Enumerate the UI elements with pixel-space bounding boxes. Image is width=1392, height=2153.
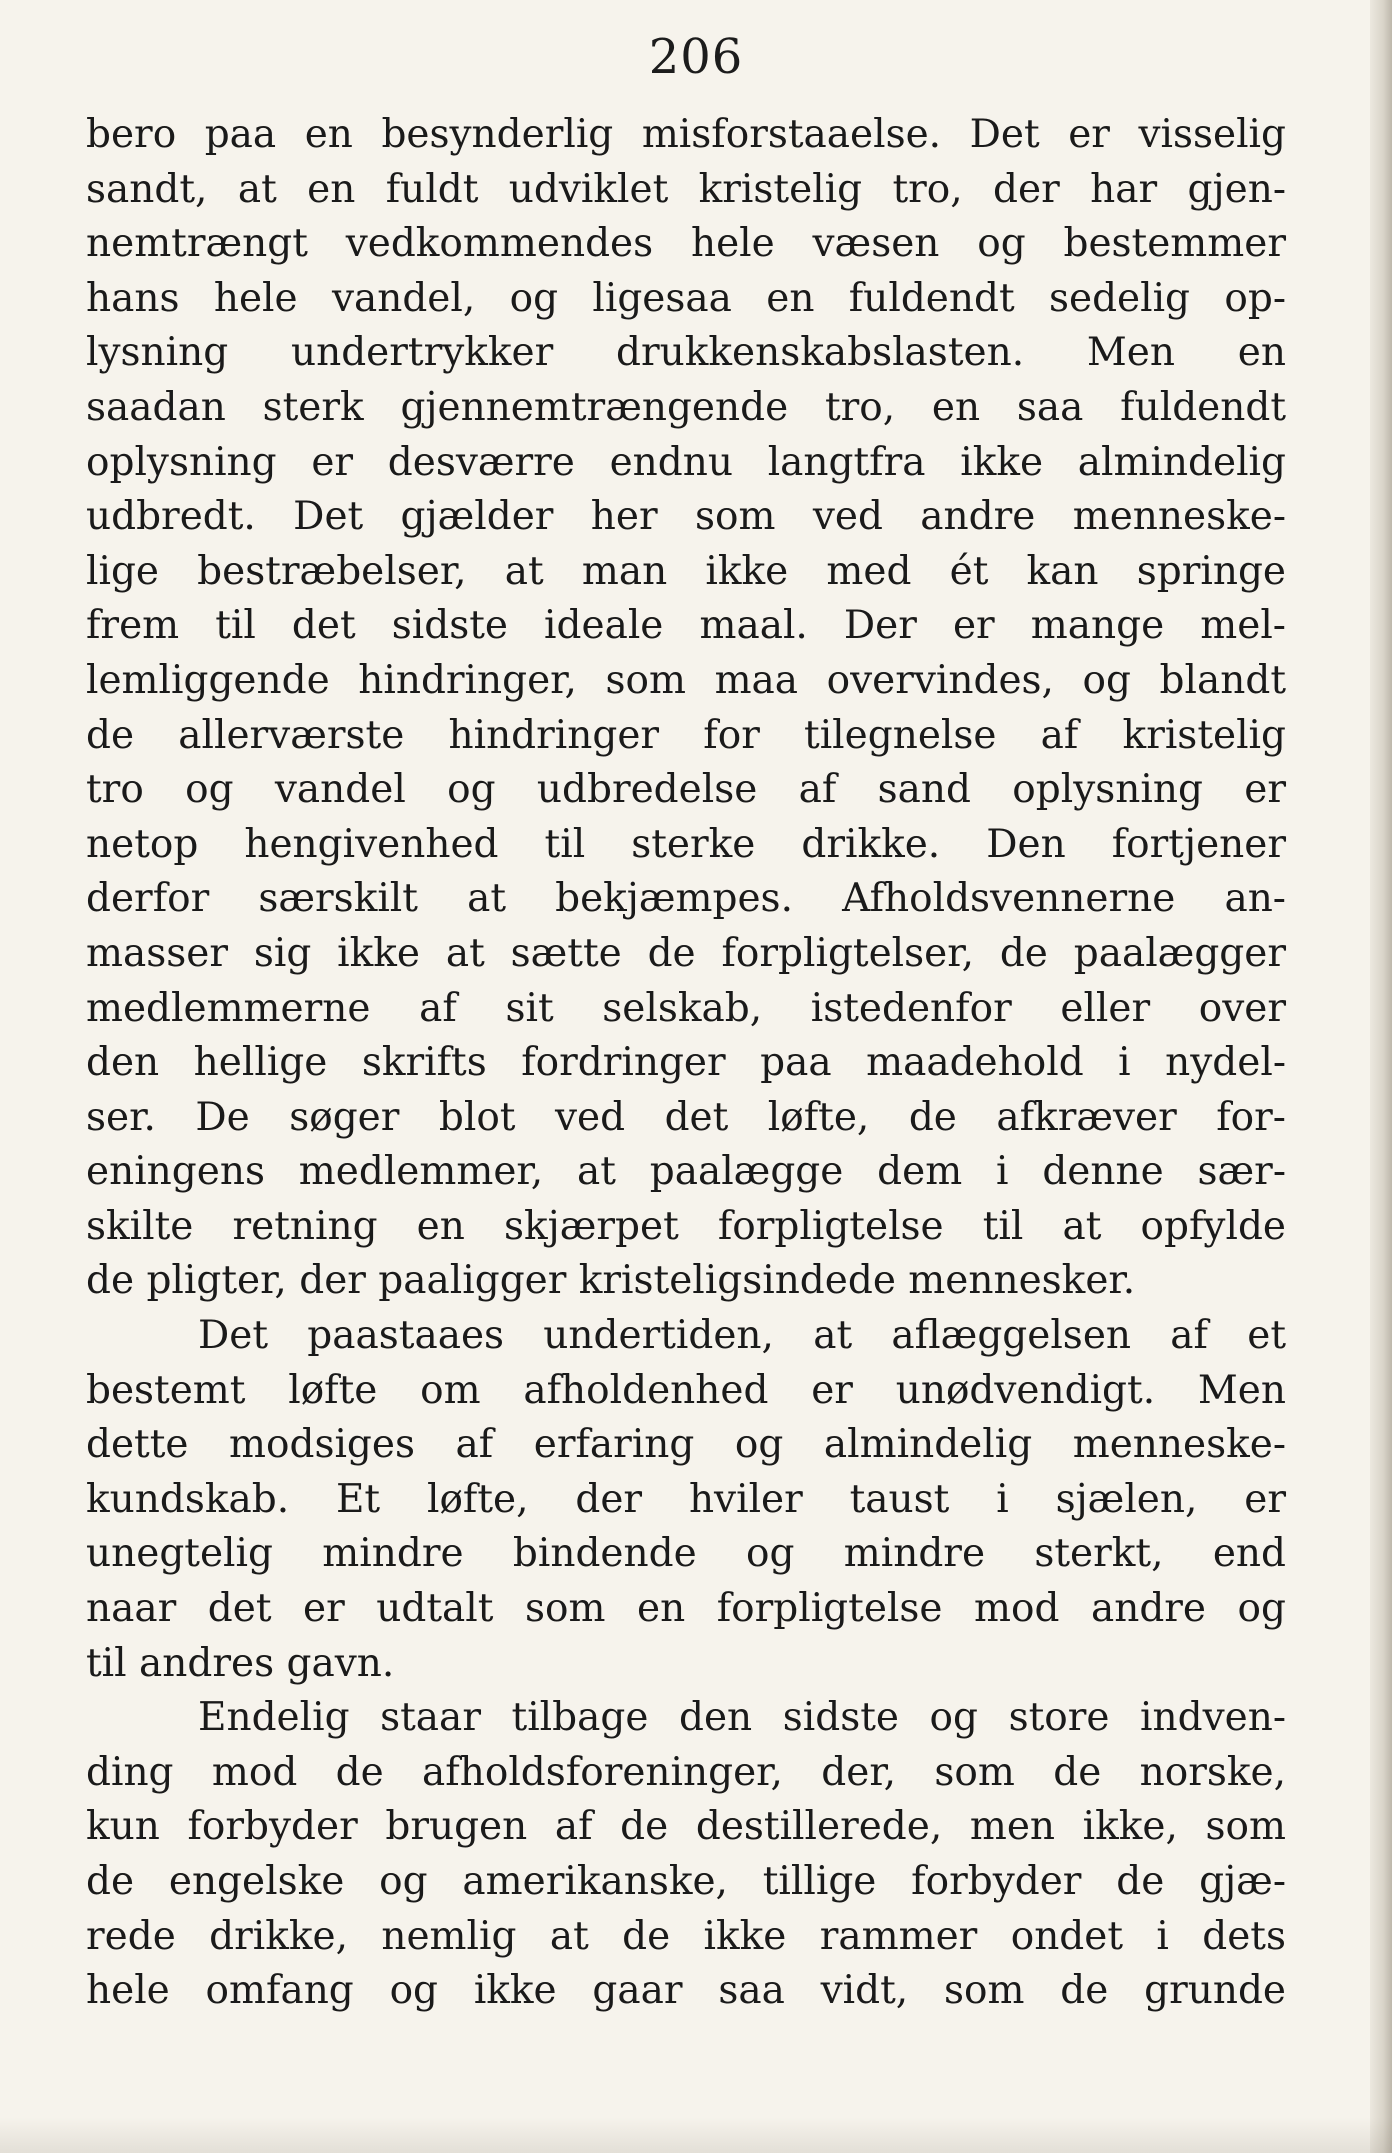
text-line: dette modsiges af erfaring og almindelig menneske-	[86, 1422, 1286, 1468]
text-line: medlemmerne af sit selskab, istedenfor eller over	[86, 985, 1286, 1031]
text-line: naar det er udtalt som en forpligtelse mod andre og	[86, 1586, 1286, 1632]
text-line: de engelske og amerikanske, tillige forbyder de gjæ-	[86, 1859, 1286, 1904]
text-line: saadan sterk gjennemtrængende tro, en saa fuldendt	[86, 384, 1286, 430]
text-line: derfor særskilt at bekjæmpes. Afholdsvennerne an-	[86, 876, 1286, 922]
page-number: 206	[648, 29, 744, 85]
paragraph	[86, 1309, 1286, 1691]
text-line: nemtrængt vedkommendes hele væsen og bestemmer	[86, 221, 1286, 267]
body-text	[86, 108, 1286, 2019]
text-line: kundskab. Et løfte, der hviler taust i sjælen, er	[86, 1476, 1286, 1522]
text-line: hele omfang og ikke gaar saa vidt, som de grunde	[86, 1968, 1286, 2014]
text-line: skilte retning en skjærpet forpligtelse til at opfylde	[86, 1203, 1286, 1249]
page-bottom-shadow	[0, 2117, 1392, 2153]
text-line: ding mod de afholdsforeninger, der, som de norske,	[86, 1749, 1286, 1795]
text-line: lige bestræbelser, at man ikke med ét kan springe	[86, 548, 1286, 594]
text-line: lemliggende hindringer, som maa overvindes, og blandt	[86, 657, 1286, 703]
text-line: bestemt løfte om afholdenhed er unødvendigt. Men	[86, 1367, 1286, 1413]
text-line: frem til det sidste ideale maal. Der er mange mel-	[86, 603, 1286, 649]
text-line: udbredt. Det gjælder her som ved andre menneske-	[86, 494, 1286, 540]
text-line: Endelig staar tilbage den sidste og store indven-	[198, 1695, 1286, 1741]
text-line: rede drikke, nemlig at de ikke rammer ondet i dets	[86, 1913, 1286, 1959]
text-line: sandt, at en fuldt udviklet kristelig tro, der har gjen-	[86, 166, 1286, 212]
text-line: ser. De søger blot ved det løfte, de afkræver for-	[86, 1094, 1286, 1140]
text-line: eningens medlemmer, at paalægge dem i denne sær-	[86, 1149, 1286, 1195]
text-line: hans hele vandel, og ligesaa en fuldendt sedelig op-	[86, 275, 1286, 321]
text-line: netop hengivenhed til sterke drikke. Den fortjener	[86, 821, 1286, 867]
text-line: tro og vandel og udbredelse af sand oplysning er	[86, 767, 1286, 813]
paragraph	[86, 1691, 1286, 2019]
page-edge	[1370, 0, 1392, 2153]
paragraph	[86, 108, 1286, 1309]
text-line: unegtelig mindre bindende og mindre sterkt, end	[86, 1531, 1286, 1577]
text-line: de pligter, der paaligger kristeligsindede mennesker.	[86, 1258, 1136, 1304]
text-line: kun forbyder brugen af de destillerede, men ikke, som	[86, 1804, 1286, 1850]
text-line: masser sig ikke at sætte de forpligtelser, de paalægger	[86, 930, 1286, 976]
text-line: den hellige skrifts fordringer paa maadehold i nydel-	[86, 1040, 1286, 1086]
text-line: de allerværste hindringer for tilegnelse af kristelig	[86, 712, 1286, 758]
text-line: lysning undertrykker drukkenskabslasten. Men en	[86, 330, 1286, 376]
text-line: Det paastaaes undertiden, at aflæggelsen af et	[198, 1313, 1286, 1359]
text-line: oplysning er desværre endnu langtfra ikke almindelig	[86, 439, 1286, 485]
text-line: til andres gavn.	[86, 1640, 395, 1686]
text-line: bero paa en besynderlig misforstaaelse. Det er visselig	[86, 112, 1286, 157]
